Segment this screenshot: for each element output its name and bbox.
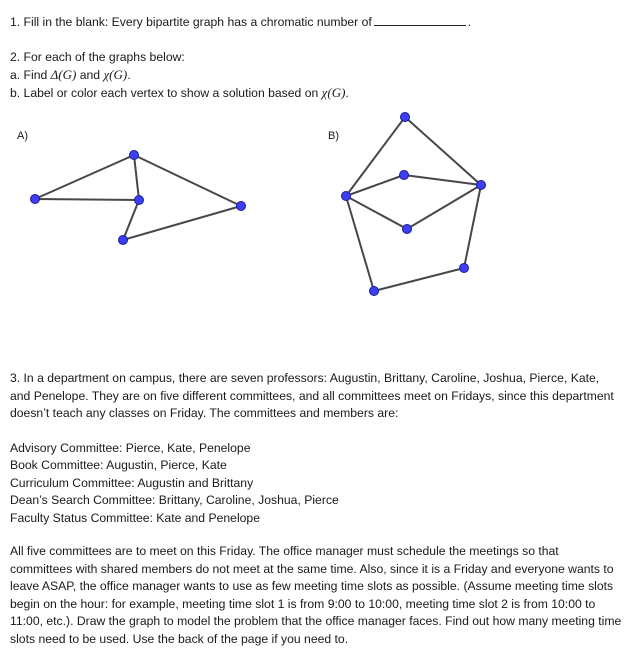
question-2-intro: 2. For each of the graphs below: <box>10 50 185 64</box>
question-2b-prefix: b. Label or color each vertex to show a solution based on <box>10 86 322 100</box>
max-degree-symbol: Δ(G) <box>50 67 77 82</box>
committee-item: Curriculum Committee: Augustin and Brittany <box>10 476 254 490</box>
graph-b-vertex <box>403 225 412 234</box>
graph-a-vertex <box>119 236 128 245</box>
graph-b-vertex <box>477 181 486 190</box>
question-3-closing: All five committees are to meet on this Friday. The office manager must schedule the meetings so that committees with shared members do not meet at the same time. Also, since it is a Friday and everyone wants to leave ASAP, the office manager wants to use as few meeting time slots as possible. (Assume meeting time slots begin on the hour: for example, meeting time slot 1 is from 9:00 to 10:00, meeting time slot 2 is from 10:00 to 11:00, etc.). Draw the graph to model the problem that the office manager faces. Find out how many meeting time slots need to be used. Use the back of the page if you need to. <box>10 544 622 646</box>
graph-b-vertex <box>400 171 409 180</box>
graph-b-vertex <box>370 287 379 296</box>
chromatic-number-symbol: χ(G) <box>321 85 346 100</box>
committee-item: Dean’s Search Committee: Brittany, Caroline, Joshua, Pierce <box>10 493 339 507</box>
graphs-figure <box>0 0 632 310</box>
graph-b-vertex <box>342 192 351 201</box>
graph-b-edge <box>346 117 405 196</box>
graph-b-edge <box>346 196 374 291</box>
graph-b-edge <box>405 117 481 185</box>
question-2a-and: and <box>76 68 104 82</box>
chromatic-number-symbol: χ(G) <box>103 67 128 82</box>
committee-item: Advisory Committee: Pierce, Kate, Penelope <box>10 441 251 455</box>
graph-b-edge <box>464 185 481 268</box>
graph-a-vertex <box>135 196 144 205</box>
question-2a-prefix: a. Find <box>10 68 51 82</box>
graph-a-vertex <box>237 202 246 211</box>
graph-a-edge <box>35 199 139 200</box>
graph-b-label: B) <box>328 130 339 142</box>
question-1-tail: . <box>467 15 472 29</box>
graph-a-label: A) <box>17 130 28 142</box>
graph-a-vertex <box>31 195 40 204</box>
graph-b <box>342 113 486 296</box>
graph-b-edge <box>374 268 464 291</box>
graph-b-vertex <box>401 113 410 122</box>
question-1-text: 1. Fill in the blank: Every bipartite graph has a chromatic number of <box>10 15 372 29</box>
graph-a-vertex <box>130 151 139 160</box>
committee-item: Book Committee: Augustin, Pierce, Kate <box>10 458 227 472</box>
question-3-intro: 3. In a department on campus, there are seven professors: Augustin, Brittany, Caroline, Joshua, Pierce, Kate, and Penelope. They are on five different committees, and all committees meet on Fridays, since this department doesn’t teach any classes on Friday. The committees and members are: <box>10 371 614 421</box>
graph-b-edge <box>407 185 481 229</box>
graph-a-edge <box>134 155 139 200</box>
question-2a-suffix: . <box>127 68 131 82</box>
graph-b-edge <box>404 175 481 185</box>
graph-a-edge <box>35 155 134 199</box>
graph-b-vertex <box>460 264 469 273</box>
question-2b-suffix: . <box>345 86 349 100</box>
committee-item: Faculty Status Committee: Kate and Penelope <box>10 511 260 525</box>
graph-a <box>31 151 246 245</box>
graph-a-edge <box>123 200 139 240</box>
graph-a-edge <box>123 206 241 240</box>
graph-a-edge <box>134 155 241 206</box>
